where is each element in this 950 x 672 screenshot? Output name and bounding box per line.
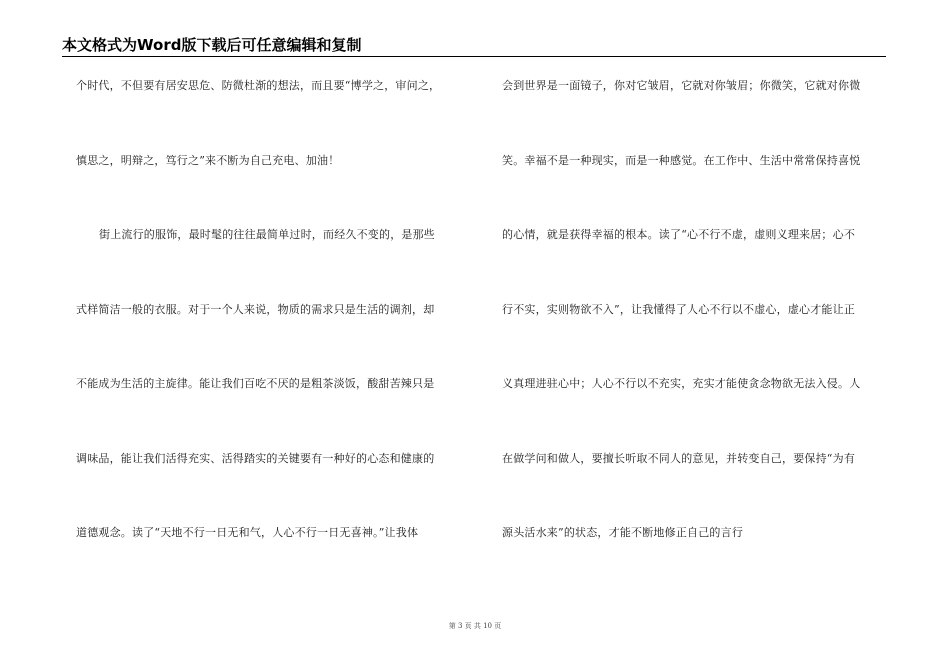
text-line: 行不实，实则物欲不入”，让我懂得了人心不行以不虚心，虚心才能让正 xyxy=(502,302,856,316)
page-header xyxy=(62,36,886,57)
text-line: 源头活水来”的状态，才能不断地修正自己的言行 xyxy=(502,526,744,539)
text-line: 在做学问和做人，要擅长听取不同人的意见，并转变自己，要保持“为有 xyxy=(502,451,856,465)
text-line: 式样简洁一般的衣服。对于一个人来说，物质的需求只是生活的调剂，却 xyxy=(76,302,435,316)
right-text-column xyxy=(502,80,860,602)
text-line: 道德观念。读了“天地不行一日无和气，人心不行一日无喜神。”让我体 xyxy=(76,526,419,539)
left-text-column xyxy=(76,80,440,602)
text-line: 的心情，就是获得幸福的根本。读了“心不行不虚，虚则义理来居；心不 xyxy=(502,228,856,241)
text-line: 个时代，不但要有居安思危、防微杜渐的想法，而且要“博学之，审问之， xyxy=(76,79,441,92)
text-line: 调味品，能让我们活得充实、活得踏实的关键要有一种好的心态和健康的 xyxy=(76,451,435,465)
text-line: 街上流行的服饰，最时髦的往往最简单过时，而经久不变的，是那些 xyxy=(99,228,435,241)
page-number: 第 3 页 共 10 页 xyxy=(448,622,502,630)
header-title: 本文格式为Word版下载后可任意编辑和复制 xyxy=(62,36,362,54)
text-line: 义真理进驻心中；人心不行以不充实，充实才能使贪念物欲无法入侵。人 xyxy=(502,377,861,390)
text-line: 会到世界是一面镜子，你对它皱眉，它就对你皱眉；你微笑，它就对你微 xyxy=(502,79,861,92)
page-footer xyxy=(0,621,950,631)
text-line: 慎思之，明辩之，笃行之”来不断为自己充电、加油！ xyxy=(76,153,340,167)
text-line: 不能成为生活的主旋律。能让我们百吃不厌的是粗茶淡饭，酸甜苦辣只是 xyxy=(76,377,435,390)
text-line: 笑。幸福不是一种现实，而是一种感觉。在工作中、生活中常常保持喜悦 xyxy=(502,153,861,167)
